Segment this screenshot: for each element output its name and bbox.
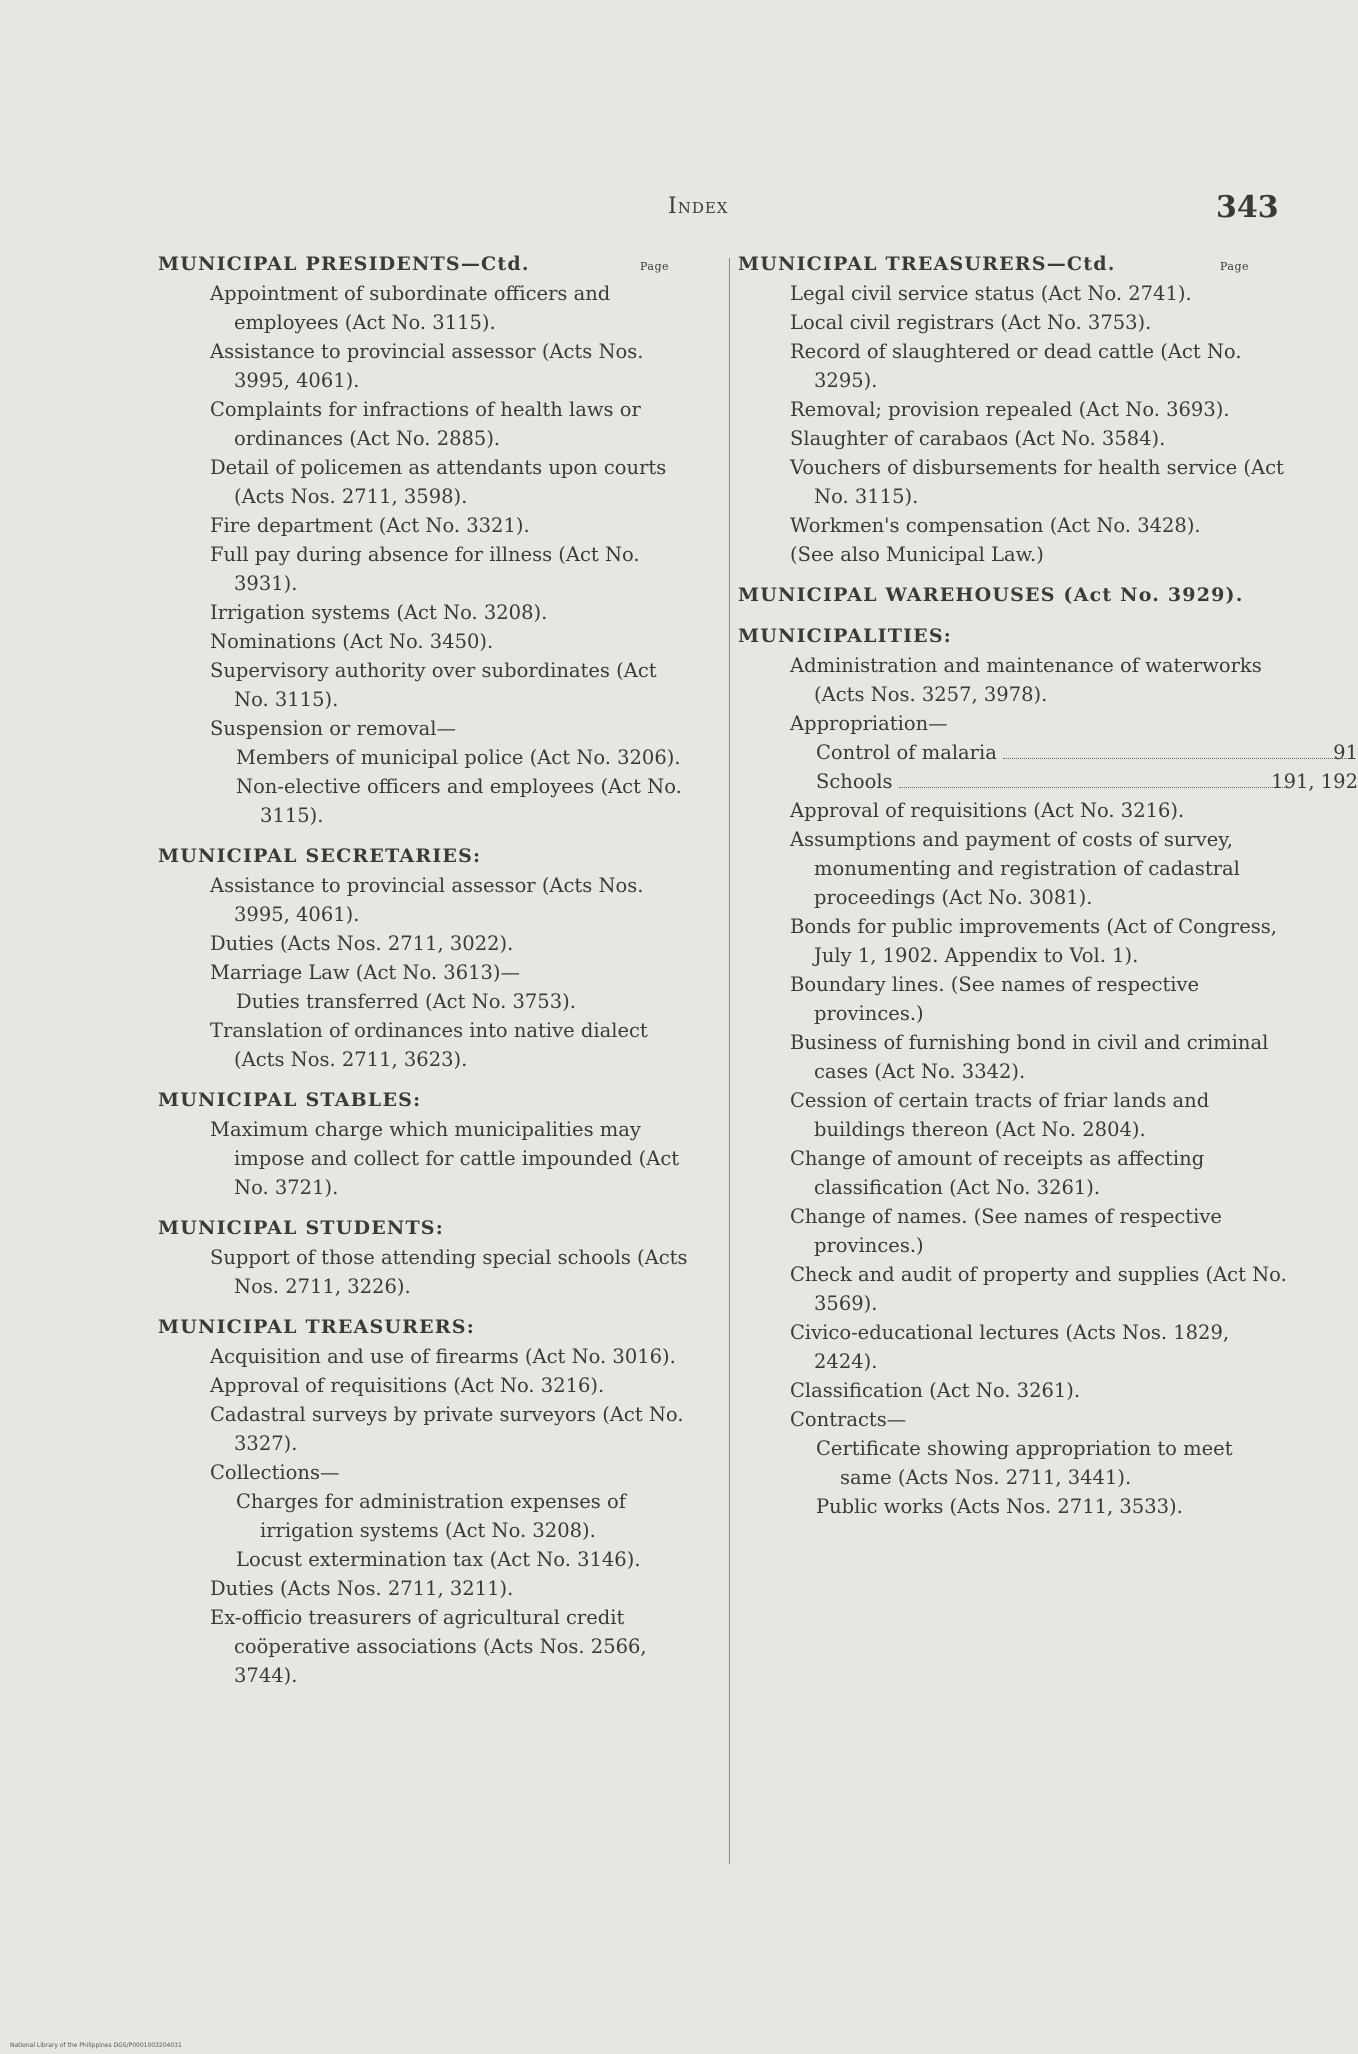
index-heading: MUNICIPAL STABLES: [158,1089,422,1111]
index-entry: Certificate showing appropriation to meet same (Acts Nos. 2711, 3441). [816,1437,1233,1489]
index-entry: Suspension or removal— [210,717,456,740]
index-entry: Appropriation— [790,712,948,735]
index-entry: Boundary lines. (See names of respective provinces.) [790,973,1200,1025]
index-page-ref: 91 [1333,741,1358,764]
index-entry: Contracts— [790,1408,907,1431]
index-entry: Bonds for public improvements (Act of Congress, July 1, 1902. Appendix to Vol. 1). [790,915,1277,967]
index-page-ref: 191, 192 [1271,770,1358,793]
index-entry: Workmen's compensation (Act No. 3428). [790,514,1201,537]
index-entry: Assistance to provincial assessor (Acts Nos. 3995, 4061). [210,340,644,392]
index-entry: Full pay during absence for illness (Act No. 3931). [210,543,640,595]
index-entry [790,767,1358,796]
page-column-label: Page [1220,260,1250,273]
index-column-left [158,250,690,1690]
index-entry: Irrigation systems (Act No. 3208). [210,601,548,624]
index-entry: Acquisition and use of firearms (Act No. 3016). [210,1345,676,1368]
index-entry: Collections— [210,1461,340,1484]
index-entry: Administration and maintenance of waterworks (Acts Nos. 3257, 3978). [790,654,1262,706]
index-entry: Slaughter of carabaos (Act No. 3584). [790,427,1166,450]
index-entry-text: Control of malaria [816,741,997,764]
index-entry: Cadastral surveys by private surveyors (Act No. 3327). [210,1403,684,1455]
index-entry: Legal civil service status (Act No. 2741). [790,282,1192,305]
page-column-label: Page [640,260,670,273]
index-entry: Removal; provision repealed (Act No. 3693). [790,398,1230,421]
index-heading: MUNICIPAL TREASURERS—Ctd. [738,253,1116,275]
index-entry: Change of amount of receipts as affecting classification (Act No. 3261). [790,1147,1205,1199]
running-title: Index [668,194,729,219]
index-entry: Fire department (Act No. 3321). [210,514,530,537]
index-entry: Supervisory authority over subordinates (Act No. 3115). [210,659,657,711]
column-divider [729,258,730,1864]
index-entry [790,738,1358,767]
index-heading: MUNICIPAL WAREHOUSES (Act No. 3929). [738,584,1244,606]
index-entry: Translation of ordinances into native dialect (Acts Nos. 2711, 3623). [210,1019,648,1071]
index-heading: MUNICIPAL STUDENTS: [158,1217,444,1239]
index-entry: Support of those attending special schools (Acts Nos. 2711, 3226). [210,1246,688,1298]
index-entry: Duties (Acts Nos. 2711, 3211). [210,1577,514,1600]
index-entry: Charges for administration expenses of irrigation systems (Act No. 3208). [236,1490,626,1542]
index-entry: Nominations (Act No. 3450). [210,630,494,653]
index-entry: Local civil registrars (Act No. 3753). [790,311,1152,334]
index-entry: Non-elective officers and employees (Act No. 3115). [236,775,682,827]
dot-leader [899,786,1290,788]
page-number: 343 [1216,190,1279,225]
index-entry: Appointment of subordinate officers and employees (Act No. 3115). [210,282,611,334]
dot-leader [1003,757,1351,759]
index-entry: Ex-officio treasurers of agricultural credit coöperative associations (Acts Nos. 2566, 3744). [210,1606,647,1687]
index-entry: Cession of certain tracts of friar lands and buildings thereon (Act No. 2804). [790,1089,1210,1141]
index-entry-text: Schools [816,770,893,793]
index-entry: Marriage Law (Act No. 3613)— [210,961,521,984]
index-entry: Classification (Act No. 3261). [790,1379,1081,1402]
index-entry: Duties transferred (Act No. 3753). [236,990,576,1013]
scan-footer: National Library of the Philippines DGS/P0001003204031 [10,2042,182,2049]
running-head [0,190,1322,234]
index-entry: Detail of policemen as attendants upon courts (Acts Nos. 2711, 3598). [210,456,667,508]
index-entry: (See also Municipal Law.) [790,543,1044,566]
index-entry: Assistance to provincial assessor (Acts Nos. 3995, 4061). [210,874,644,926]
index-entry: Public works (Acts Nos. 2711, 3533). [816,1495,1183,1518]
index-entry: Civico-educational lectures (Acts Nos. 1829, 2424). [790,1321,1230,1373]
index-entry: Duties (Acts Nos. 2711, 3022). [210,932,514,955]
index-entry: Approval of requisitions (Act No. 3216). [790,799,1185,822]
index-entry: Record of slaughtered or dead cattle (Act No. 3295). [790,340,1242,392]
index-heading: MUNICIPAL PRESIDENTS—Ctd. [158,253,530,275]
index-entry: Assumptions and payment of costs of survey, monumenting and registration of cadastral proceedings (Act No. 3081). [790,828,1240,909]
index-entry: Approval of requisitions (Act No. 3216). [210,1374,605,1397]
index-heading: MUNICIPAL SECRETARIES: [158,845,482,867]
index-entry: Locust extermination tax (Act No. 3146). [236,1548,641,1571]
index-entry: Vouchers of disbursements for health service (Act No. 3115). [790,456,1284,508]
index-entry: Change of names. (See names of respective provinces.) [790,1205,1222,1257]
index-heading: MUNICIPALITIES: [738,625,953,647]
index-entry: Complaints for infractions of health laws or ordinances (Act No. 2885). [210,398,641,450]
index-entry: Check and audit of property and supplies (Act No. 3569). [790,1263,1287,1315]
index-entry: Maximum charge which municipalities may impose and collect for cattle impounded (Act No. 3721). [210,1118,680,1199]
index-entry: Members of municipal police (Act No. 3206). [236,746,681,769]
index-column-right [738,250,1358,1521]
index-heading: MUNICIPAL TREASURERS: [158,1316,475,1338]
index-entry: Business of furnishing bond in civil and criminal cases (Act No. 3342). [790,1031,1269,1083]
